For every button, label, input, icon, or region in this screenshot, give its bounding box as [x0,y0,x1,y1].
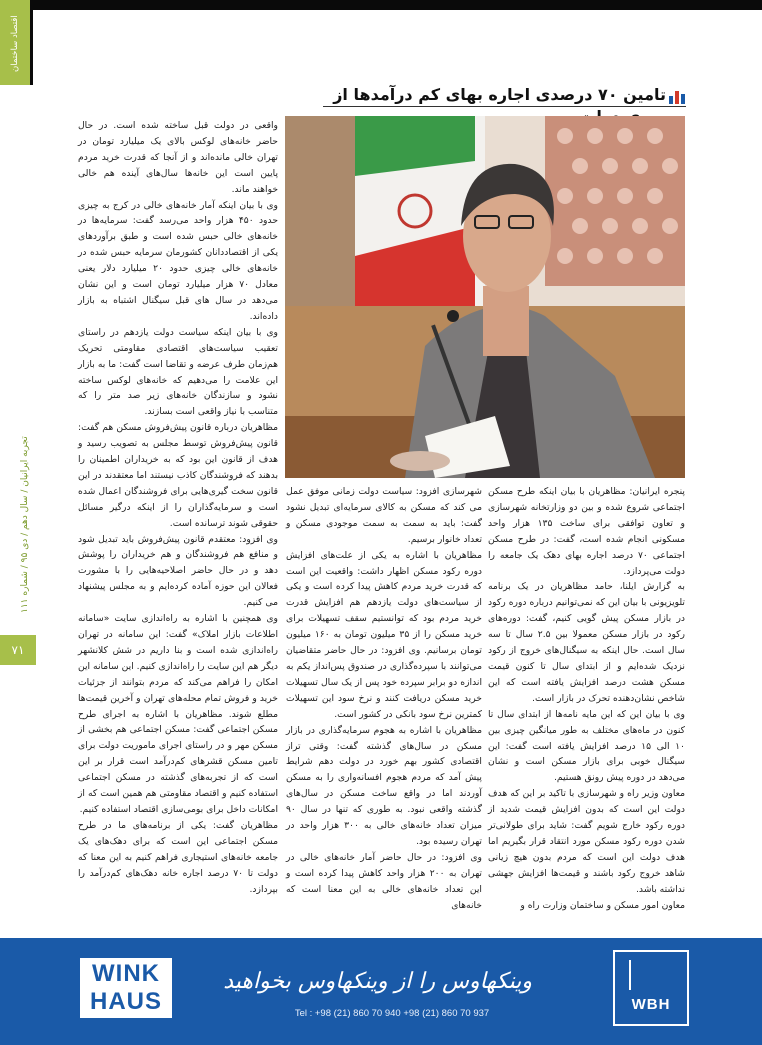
ad-slogan: وینکهاوس را از وینکهاوس بخواهید [223,969,532,994]
paragraph: معاون امور مسکن و ساختمان وزارت راه و [520,899,685,911]
paragraph: پنجره ایرانیان: مظاهریان با بیان اینکه طرح مسکن اجتماعی شروع شده و بین دو وزارتخانه شهرسازی و تعاون توافقی برای ساخت ۱۳۵ هزار واحد مسکونی انجام شده است، گفت: در طرح مسکن اجتماعی ۷۰ درصد اجاره بهای دهک یک جامعه را دولت می‌پردازد. [488,486,685,577]
winkhaus-logo [80,958,172,1018]
ad-phone-numbers: Tel : +98 (21) 860 70 940 +98 (21) 860 70 937 [294,1008,490,1019]
wbh-logo-mark [629,960,631,990]
paragraph: مظاهریان با اشاره به هجوم سرمایه‌گذاری در بازار مسکن در سال‌های گذشته گفت: وقتی تراز اقتصادی کشور بهم خورد در دولت دهم شرایط پیش آمد که مردم هجوم افسانه‌واری را به مسکن آوردند اما در واقع ساخت مسکن در سال‌های گذشته واقعی نبود. به طوری که تنها در سال ۹۰ میزان تعداد خانه‌های خالی به ۳۰۰ هزار واحد در تهران رسیده بود. [286,724,482,847]
section-label: اقتصاد ساختمان [10,15,20,73]
paragraph: وی با بیان اینکه آمار خانه‌های خالی در کرج به چیزی حدود ۴۵۰ هزار واحد می‌رسد گفت: سرمایه‌ها در خانه‌های خالی حبس شده است و طبق برآوردهای یکی از اقتصاددانان کشورمان سرمایه حبس شده در خانه‌های خالی چیزی حدود ۲۰ میلیارد دلار یعنی معادل ۷۰ هزار میلیارد تومان است و این نشان می‌دهد در سال های قبل سیگنال اشتباه به بازار داده‌اند. [78,199,278,322]
article-title: تامین ۷۰ درصدی اجاره بهای کم درآمدها از [333,85,666,104]
paragraph: واقعی در دولت قبل ساخته شده است. در حال حاضر خانه‌های لوکس بالای یک میلیارد تومان در تهران خالی مانده‌اند و از آنجا که قدرت خرید مردم پایین است این خانه‌ها سال‌های آینده هم خالی خواهند ماند. [78,120,278,195]
paragraph: مظاهریان درباره قانون پیش‌فروش مسکن هم گفت: قانون پیش‌فروش توسط مجلس به تصویب رسید و هدف از قانون این بود که به خریداران اطمینان را بدهند که فروشندگان کاذب نیستند اما معتقدند در این قانون سخت گیری‌هایی برای فروشندگان اعمال شده است و سرمایه‌گذاران را از اینکه درگیر مسائل حقوقی شوند ترسانده است. [78,422,278,529]
speaker-portrait-image [285,116,685,478]
paragraph: وی افزود: در حال حاضر آمار خانه‌های خالی در تهران به ۲۰۰ هزار واحد کاهش پیدا کرده است و این تعداد خانه‌های خالی به این معنا است که خانه‌های [286,851,482,911]
paragraph: به گزارش ایلنا، حامد مظاهریان در یک برنامه تلویزیونی با بیان این که نمی‌توانیم درباره دوره رکود در بازار مسکن پیش گویی کنیم، گفت: دوره‌های رکود در بازار مسکن معمولا بین ۲.۵ سال تا سه سال است. حال اینکه به سیگنال‌های خروج از رکود نزدیک شده‌ایم و از ابتدای سال تا کنون قیمت مسکن هشت درصد افزایش یافته است که این شاخص نشان‌دهنده تحرک در بازار است. [488,581,685,704]
top-rule [30,0,762,10]
paragraph: وی افزود: معتقدم قانون پیش‌فروش باید تبدیل شود و منافع هم فروشندگان و هم خریداران را پوشش دهد و در حال حاضر اصلاحیه‌هایی را با مشورت فعالان این حوزه آماده کرده‌ایم و به مجلس پیشنهاد می کنیم. [78,533,278,609]
paragraph: مظاهریان با اشاره به یکی از علت‌های افزایش دوره رکود مسکن اظهار داشت: واقعیت این است که قدرت خرید مردم کاهش پیدا کرده است و یکی از سیاست‌های دولت یازدهم هم افزایش قدرت خرید مردم بود که توانستیم سقف تسهیلات برای خرید مسکن را از ۳۵ میلیون تومان به ۱۶۰ میلیون تومان برسانیم. وی افزود: در حال حاضر متقاضیان می‌توانند با سپرده‌گذاری در صندوق پس‌انداز یکم به اندازه دو برابر سپرده خود پس از یک سال تسهیلات خرید مسکن دریافت کنند و نرخ سود این تسهیلات کمترین نرخ سود بانکی در کشور است. [286,549,483,720]
bar-chart-icon [668,88,686,104]
paragraph: وی با بیان این که این مایه نامه‌ها از ابتدای سال تا کنون در ماه‌های مختلف به طور میانگین چیزی بین ۱۰ الی ۱۵ درصد افزایش یافته است گفت: این سیگنال خوبی برای بازار مسکن است و نشان می‌دهد در دوره پیش رونق هستیم. [488,708,685,784]
section-tab [0,0,30,85]
article-column-right [488,484,685,924]
wbh-logo [613,950,689,1026]
paragraph: وی همچنین با اشاره به راه‌اندازی سایت «سامانه اطلاعات بازار املاک» گفت: این سامانه در تهران راه‌اندازی شده است و بنا داریم در شش کلانشهر دیگر هم این سایت را راه‌اندازی کنیم. این سامانه این امکان را فراهم می‌کند که مردم بتوانند از جزئیات خرید و فروش تمام محله‌های تهران و آخرین قیمت‌ها مطلع شوند. مظاهریان با اشاره به اجرای طرح مسکن اجتماعی گفت: مسکن اجتماعی هم بخشی از مسکن مهر و در راستای اجرای ماموریت دولت برای تامین مسکن قشرهای کم‌درآمد است قرار بر این است که از تجربه‌های گذشته در مسکن اجتماعی استفاده کنیم و اقتصاد مقاومتی هم همین است که از امکانات داخل برای بومی‌سازی اقتصاد استفاده کنیم. [78,613,278,815]
paragraph: معاون وزیر راه و شهرسازی با تاکید بر این که هدف دولت این است که بدون افزایش قیمت شدید از دوره رکود خارج شویم گفت: شاید برای طولانی‌تر شدن دوره رکود مسکن مورد انتقاد قرار بگیریم اما هدف دولت این است که مردم بدون هیچ زیانی شاهد خروج رکود باشند و قیمت‌ها افزایش جهشی نداشته باشد. [488,788,685,895]
winkhaus-logo-line1: WINK [92,960,160,987]
article-photo [285,116,685,478]
magazine-issue-line: تجربه ایرانیان / سال دهم / دی ۹۵ / شماره ۱۱۱ [20,436,30,614]
winkhaus-logo-line2: HAUS [89,988,162,1015]
wbh-logo-text: WBH [631,996,671,1013]
section-tab-edge [30,0,33,85]
article-column-middle [286,484,482,924]
page-number: ۷۱ [0,635,36,665]
paragraph: وی با بیان اینکه سیاست دولت یازدهم در راستای تعقیب سیاست‌های اقتصادی مقاومتی تحریک هم‌زمان طرف عرضه و تقاضا است گفت: ما به بازار این علامت را می‌دهیم که خانه‌های لوکس ساخته نشود و سازندگان خانه‌های زیر صد متر را که متناسب با نیاز واقعی است بسازند. [78,326,278,418]
paragraph: مظاهریان گفت: یکی از برنامه‌های ما در طرح مسکن اجتماعی این است که برای دهک‌های یک جامعه خانه‌های استیجاری فراهم کنیم به این معنا که دولت تا ۷۰ درصد اجاره خانه دهک‌های کم‌درآمد را بپردازد. [78,819,278,895]
article-column-left [78,118,278,918]
title-underline [323,106,686,107]
paragraph: شهرسازی افزود: سیاست دولت زمانی موفق عمل می کند که مسکن به کالای سرمایه‌ای تبدیل نشود گفت: باید به سمت به سمت موجودی مسکن و تعداد خانوار برسیم. [286,486,482,545]
